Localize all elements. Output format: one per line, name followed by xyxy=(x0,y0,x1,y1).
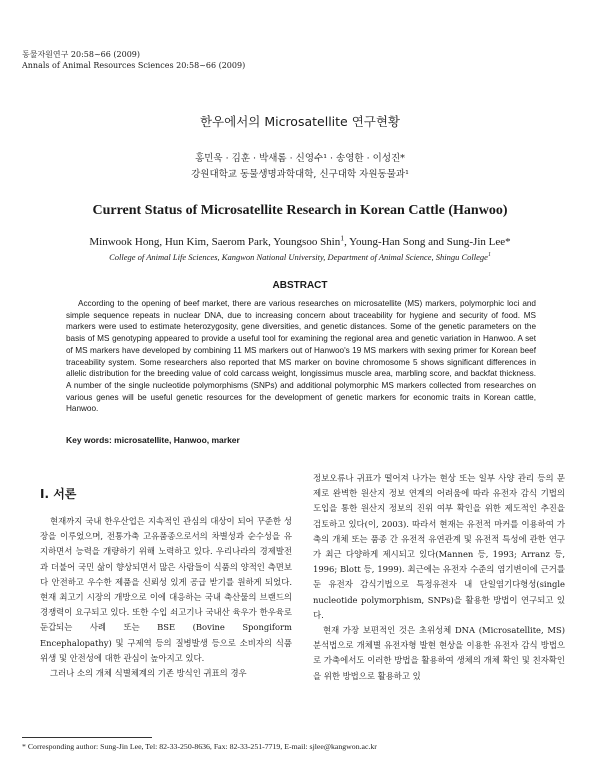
english-affiliation-main: College of Animal Life Sciences, Kangwon National University, Department of Animal Science, Shingu College xyxy=(109,252,488,262)
journal-citation-english: Annals of Animal Resources Sciences 20:58~66 (2009) xyxy=(22,60,246,70)
english-affiliation-sup: 1 xyxy=(487,252,491,259)
journal-citation-korean: 동물자원연구 20:58~66 (2009) xyxy=(22,50,140,59)
english-affiliation xyxy=(0,252,600,262)
english-authors xyxy=(0,233,600,248)
english-title: Current Status of Microsatellite Research in Korean Cattle (Hanwoo) xyxy=(92,203,508,218)
english-authors-main: Minwook Hong, Hun Kim, Saerom Park, Youngsoo Shin xyxy=(89,236,341,248)
english-authors-rest: , Young-Han Song and Sung-Jin Lee* xyxy=(344,236,511,248)
body-paragraph: 현재까지 국내 한우산업은 지속적인 관심의 대상이 되어 꾸준한 성장을 이루었으며, 전통가축 고유품종으로서의 차별성과 순수성을 유지하면서 능력을 개량하기 위해 노력하고 있다. 우리나라의 경제발전과 더불어 국민 삶이 향상되면서 많은 사람들이 식품의 양적인 측면보다 안전하고 우수한 제품을 신뢰성 있게 공급 받기를 원하게 되었다. 현재 최고기 시장의 개방으로 이에 대응하는 국내 축산물의 브랜드의 경쟁력이 요구되고 있다. 또한 수입 쇠고기나 국내산 육우가 한우육로 둔갑되는 사례 또는 BSE (Bovine Spongiform Encephalopathy) 및 구제역 등의 질병발생 등으로 소비자의 식품 위생 및 안전성에 대한 관심이 높아지고 있다. xyxy=(40,516,292,663)
section-heading-introduction: Ⅰ. 서론 xyxy=(40,487,77,501)
footnote-divider xyxy=(22,737,152,738)
journal-citation xyxy=(22,50,245,71)
abstract-heading: ABSTRACT xyxy=(272,280,328,291)
body-paragraph: 그러나 소의 개체 식별체계의 기존 방식인 귀표의 경우 xyxy=(50,668,247,679)
korean-authors: 홍민욱 · 김훈 · 박새롬 · 신영수¹ · 송영한 · 이성진* xyxy=(195,153,405,164)
korean-title: 한우에서의 Microsatellite 연구현황 xyxy=(199,114,401,129)
body-right-column xyxy=(313,471,565,684)
footnote-corresponding-author: * Corresponding author: Sung-Jin Lee, Tel: 82-33-250-8636, Fax: 82-33-251-7719, E-mail: sjlee@kangwon.ac.kr xyxy=(22,742,377,751)
english-authors-sup: 1 xyxy=(340,233,345,243)
body-paragraph: 정보오류나 귀표가 떨어져 나가는 현상 또는 일부 사양 관리 등의 문제로 완벽한 원산지 정보 연계의 어려움에 따라 유전자 감식 기법의 도입을 통한 원산지 정보의 진위 여부 확인을 위한 제도적인 추진을 검토하고 있다(이, 2003). 따라서 현재는 유전적 마커를 이용하여 가축의 개체 또는 품종 간 유전적 유연관계 및 유전적 특성에 관한 연구가 최근 다양하게 제시되고 있다(Mannen 등, 1993; Arranz 등, 1996; Blott 등, 1999). 최근에는 유전자 수준의 염기변이에 근거를 둔 유전자 감식기법으로 특정유전자 내 단일염기다형성(single nucleotide polymorphism, SNPs)을 활용한 방법이 연구되고 있다. xyxy=(313,473,565,620)
korean-affiliation: 강원대학교 동물생명과학대학, 신구대학 자원동물과¹ xyxy=(191,169,409,180)
body-paragraph: 현재 가장 보편적인 것은 초위성체 DNA (Microsatellite, MS)분석법으로 개체별 유전자형 발현 현상을 이용한 유전자 감식 방법으로 가축에서도 이러한 방법을 활용하여 생체의 개체 확인 및 친자확인을 위한 방법으로 활용하고 있 xyxy=(313,625,565,681)
abstract-body: According to the opening of beef market, there are various researches on microsatellite (MS) markers, polymorphic loci and simple sequence repeats in nuclear DNA, due to increasing concern about traceability for hygiene and security of food. MS markers were used to estimate heterozygosity, gene diversities, and genetic distances. Some of the genetic parameters on the basis of MS genotyping appeared to provide a useful tool for examining the regional area and genetic variation in Hanwoo. A set of MS markers have developed by combining 11 MS markers out of Hanwoo's 19 MS markers with sexing primer for Korean beef traceability system. Some researchers also reported that MS marker on bovine chromosome 5 shows significant differences in allelic distribution for the breeding value of cold carcass weight, longissimus muscle area, marbling score, and backfat thickness. A number of the single nucleotide polymorphisms (SNPs) and additional polymorphic MS markers collected from researches on various genes will be useful genetic resources for the development of genetic markers for economic traits in Korean cattle, Hanwoo. xyxy=(66,299,536,414)
body-left-column xyxy=(40,514,292,681)
keywords: Key words: microsatellite, Hanwoo, marker xyxy=(66,435,240,445)
